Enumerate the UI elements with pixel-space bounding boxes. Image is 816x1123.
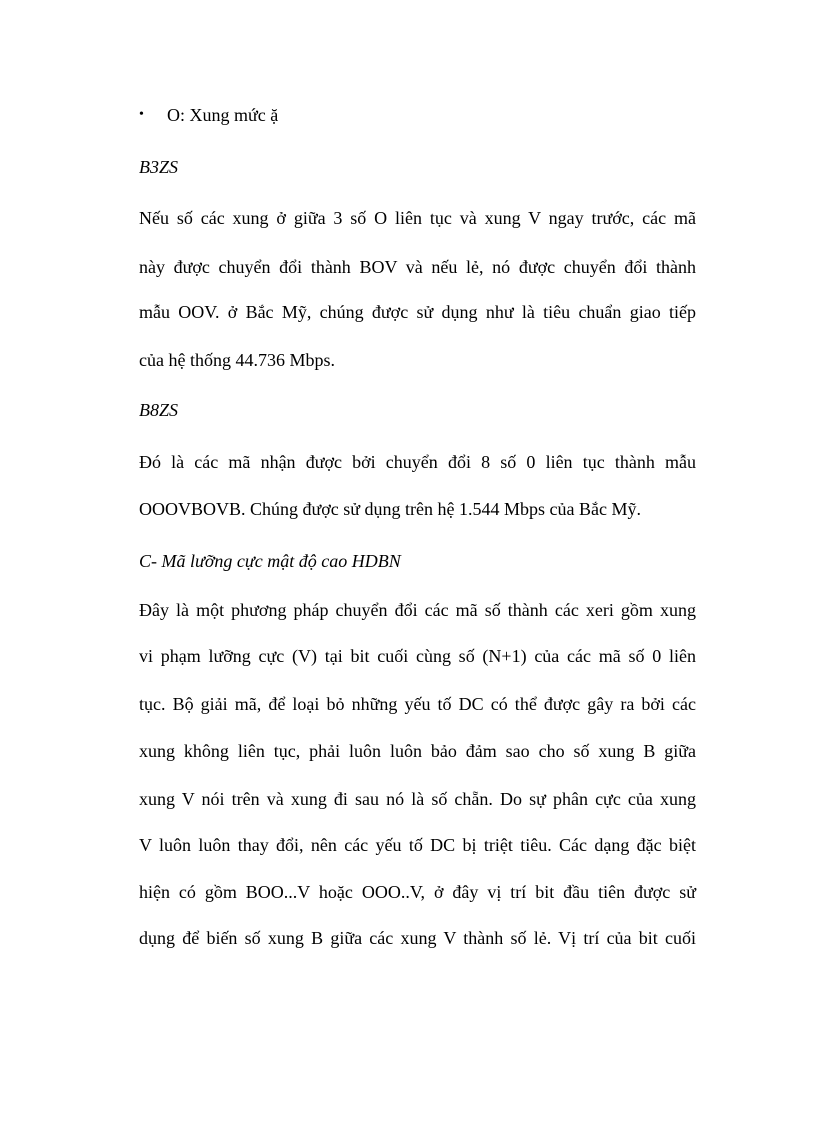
- paragraph-line: mẫu OOV. ở Bắc Mỹ, chúng được sử dụng như là tiêu chuẩn giao tiếp: [139, 302, 696, 322]
- paragraph-line: xung không liên tục, phải luôn luôn bảo đảm sao cho số xung B giữa: [139, 741, 696, 761]
- paragraph-line: này được chuyển đổi thành BOV và nếu lẻ, nó được chuyển đổi thành: [139, 257, 696, 277]
- heading-b8zs: B8ZS: [139, 400, 179, 420]
- bullet-marker: •: [139, 107, 144, 122]
- bullet-item-text: O: Xung mức ặ: [167, 105, 279, 125]
- paragraph-line: tục. Bộ giải mã, để loại bỏ những yếu tố DC có thể được gây ra bởi các: [139, 694, 696, 714]
- paragraph-line: OOOVBOVB. Chúng được sử dụng trên hệ 1.544 Mbps của Bắc Mỹ.: [139, 499, 641, 519]
- paragraph-line: vi phạm lưỡng cực (V) tại bit cuối cùng số (N+1) của các mã số 0 liên: [139, 646, 696, 666]
- paragraph-line: của hệ thống 44.736 Mbps.: [139, 350, 335, 370]
- heading-hdbn: C- Mã lưỡng cực mật độ cao HDBN: [139, 551, 401, 571]
- paragraph-line: hiện có gồm BOO...V hoặc OOO..V, ở đây vị trí bit đầu tiên được sử: [139, 882, 696, 902]
- paragraph-line: dụng để biến số xung B giữa các xung V thành số lẻ. Vị trí của bit cuối: [139, 928, 696, 948]
- paragraph-line: Nếu số các xung ở giữa 3 số O liên tục và xung V ngay trước, các mã: [139, 208, 696, 228]
- paragraph-line: Đó là các mã nhận được bởi chuyển đổi 8 số 0 liên tục thành mẫu: [139, 452, 696, 472]
- paragraph-line: xung V nói trên và xung đi sau nó là số chẵn. Do sự phân cực của xung: [139, 789, 696, 809]
- heading-b3zs: B3ZS: [139, 157, 179, 177]
- paragraph-line: V luôn luôn thay đổi, nên các yếu tố DC bị triệt tiêu. Các dạng đặc biệt: [139, 835, 696, 855]
- paragraph-line: Đây là một phương pháp chuyển đổi các mã số thành các xeri gồm xung: [139, 600, 696, 620]
